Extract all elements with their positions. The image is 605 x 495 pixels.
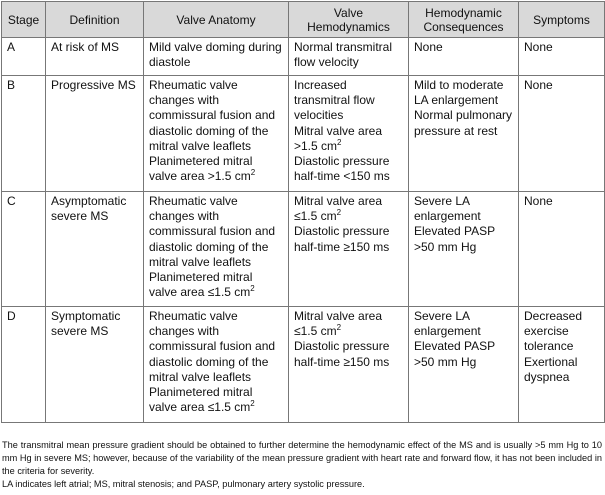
anatomy-cell <box>144 76 289 192</box>
consequences-cell <box>409 192 519 307</box>
footnote-abbreviations: LA indicates left atrial; MS, mitral stenosis; and PASP, pulmonary artery systolic pressure. <box>2 479 365 489</box>
hemodynamics-cell <box>289 38 409 76</box>
anatomy-text: Rheumatic valve changes with commissural fusion and diastolic doming of the mitral valve leaflets <box>149 309 276 384</box>
header-row <box>2 2 605 38</box>
consequences-cell <box>409 38 519 76</box>
hemodynamics-line <box>294 40 403 70</box>
anatomy-cell <box>144 38 289 76</box>
consequences-line: Mild to moderate LA enlargement <box>414 78 504 108</box>
anatomy-line <box>149 78 283 154</box>
anatomy-text: Rheumatic valve changes with commissural fusion and diastolic doming of the mitral valve leaflets <box>149 194 276 269</box>
header-valve-hemodynamics: Valve Hemodynamics <box>289 2 409 38</box>
consequences-line: Severe LA enlargement <box>414 194 481 224</box>
anatomy-line <box>149 40 283 70</box>
hemodynamics-line <box>294 339 403 369</box>
anatomy-text: Planimetered mitral valve area >1.5 cm <box>149 154 253 184</box>
definition-cell <box>46 307 144 423</box>
hemodynamics-line <box>294 154 403 184</box>
stage-cell: A <box>2 38 46 76</box>
symptoms-cell <box>519 307 605 423</box>
hemodynamics-text: Diastolic pressure half-time <150 ms <box>294 154 390 184</box>
consequences-line: Elevated PASP >50 mm Hg <box>414 224 495 254</box>
symptoms-cell <box>519 38 605 76</box>
table-row <box>2 192 605 307</box>
stage-cell: D <box>2 307 46 423</box>
hemodynamics-line <box>294 309 403 339</box>
table-body <box>2 38 605 423</box>
anatomy-text: Planimetered mitral valve area ≤1.5 cm <box>149 270 253 300</box>
definition-cell <box>46 192 144 307</box>
stage-cell: C <box>2 192 46 307</box>
hemodynamics-line <box>294 124 403 154</box>
anatomy-line <box>149 270 283 300</box>
stage-cell: B <box>2 76 46 192</box>
consequences-line: Elevated PASP >50 mm Hg <box>414 339 495 369</box>
symptoms-line: None <box>524 40 553 54</box>
definition-line: Asymptomatic severe MS <box>51 194 127 224</box>
table-row <box>2 38 605 76</box>
symptoms-cell <box>519 192 605 307</box>
hemodynamics-text: Mitral valve area ≤1.5 cm <box>294 309 383 339</box>
definition-line: Progressive MS <box>51 78 136 92</box>
definition-line: At risk of MS <box>51 40 120 54</box>
consequences-line: Severe LA enlargement <box>414 309 481 339</box>
symptoms-line: None <box>524 194 553 208</box>
ms-stages-table <box>1 1 605 423</box>
symptoms-line: None <box>524 78 553 92</box>
superscript: 2 <box>250 284 255 294</box>
header-definition: Definition <box>46 2 144 38</box>
footnote-gradient: The transmitral mean pressure gradient should be obtained to further determine the hemodynamic effect of the MS and is usually >5 mm Hg to 10 mm Hg in severe MS; however, because of the variability of the mean pressure gradient with heart rate and forward flow, it has not been included in the criteria for severity. <box>2 440 602 476</box>
hemodynamics-line <box>294 224 403 254</box>
anatomy-text: Rheumatic valve changes with commissural fusion and diastolic doming of the mitral valve leaflets <box>149 78 276 153</box>
superscript: 2 <box>336 208 342 218</box>
hemodynamics-text: Mitral valve area ≤1.5 cm <box>294 194 383 224</box>
header-hemodynamic-consequences: Hemodynamic Consequences <box>409 2 519 38</box>
definition-line: Symptomatic severe MS <box>51 309 121 339</box>
consequences-line: Normal pulmonary pressure at rest <box>414 108 513 138</box>
hemodynamics-text: Increased transmitral flow velocities <box>294 78 375 123</box>
hemodynamics-line <box>294 194 403 224</box>
anatomy-cell <box>144 307 289 423</box>
hemodynamics-cell <box>289 76 409 192</box>
hemodynamics-text: Diastolic pressure half-time ≥150 ms <box>294 224 390 254</box>
table-row <box>2 76 605 192</box>
hemodynamics-text: Normal transmitral flow velocity <box>294 40 393 70</box>
anatomy-line <box>149 154 283 184</box>
anatomy-cell <box>144 192 289 307</box>
definition-cell <box>46 38 144 76</box>
anatomy-line <box>149 385 283 415</box>
consequences-line: None <box>414 40 443 54</box>
hemodynamics-cell <box>289 307 409 423</box>
header-valve-anatomy: Valve Anatomy <box>144 2 289 38</box>
hemodynamics-line <box>294 78 403 124</box>
definition-cell <box>46 76 144 192</box>
symptoms-cell <box>519 76 605 192</box>
header-symptoms: Symptoms <box>519 2 605 38</box>
anatomy-line <box>149 194 283 270</box>
consequences-cell <box>409 307 519 423</box>
anatomy-text: Mild valve doming during diastole <box>149 40 282 70</box>
superscript: 2 <box>250 168 256 178</box>
table-row <box>2 307 605 423</box>
footnotes <box>2 439 602 491</box>
consequences-cell <box>409 76 519 192</box>
hemodynamics-text: Mitral valve area >1.5 cm <box>294 123 383 153</box>
symptoms-line: Decreased exercise tolerance <box>524 309 583 354</box>
superscript: 2 <box>336 323 342 333</box>
header-stage: Stage <box>2 2 46 38</box>
anatomy-line <box>149 309 283 385</box>
hemodynamics-cell <box>289 192 409 307</box>
hemodynamics-text: Diastolic pressure half-time ≥150 ms <box>294 339 390 369</box>
anatomy-text: Planimetered mitral valve area ≤1.5 cm <box>149 385 253 415</box>
superscript: 2 <box>337 137 342 147</box>
symptoms-line: Exertional dyspnea <box>524 354 578 384</box>
superscript: 2 <box>250 399 255 409</box>
